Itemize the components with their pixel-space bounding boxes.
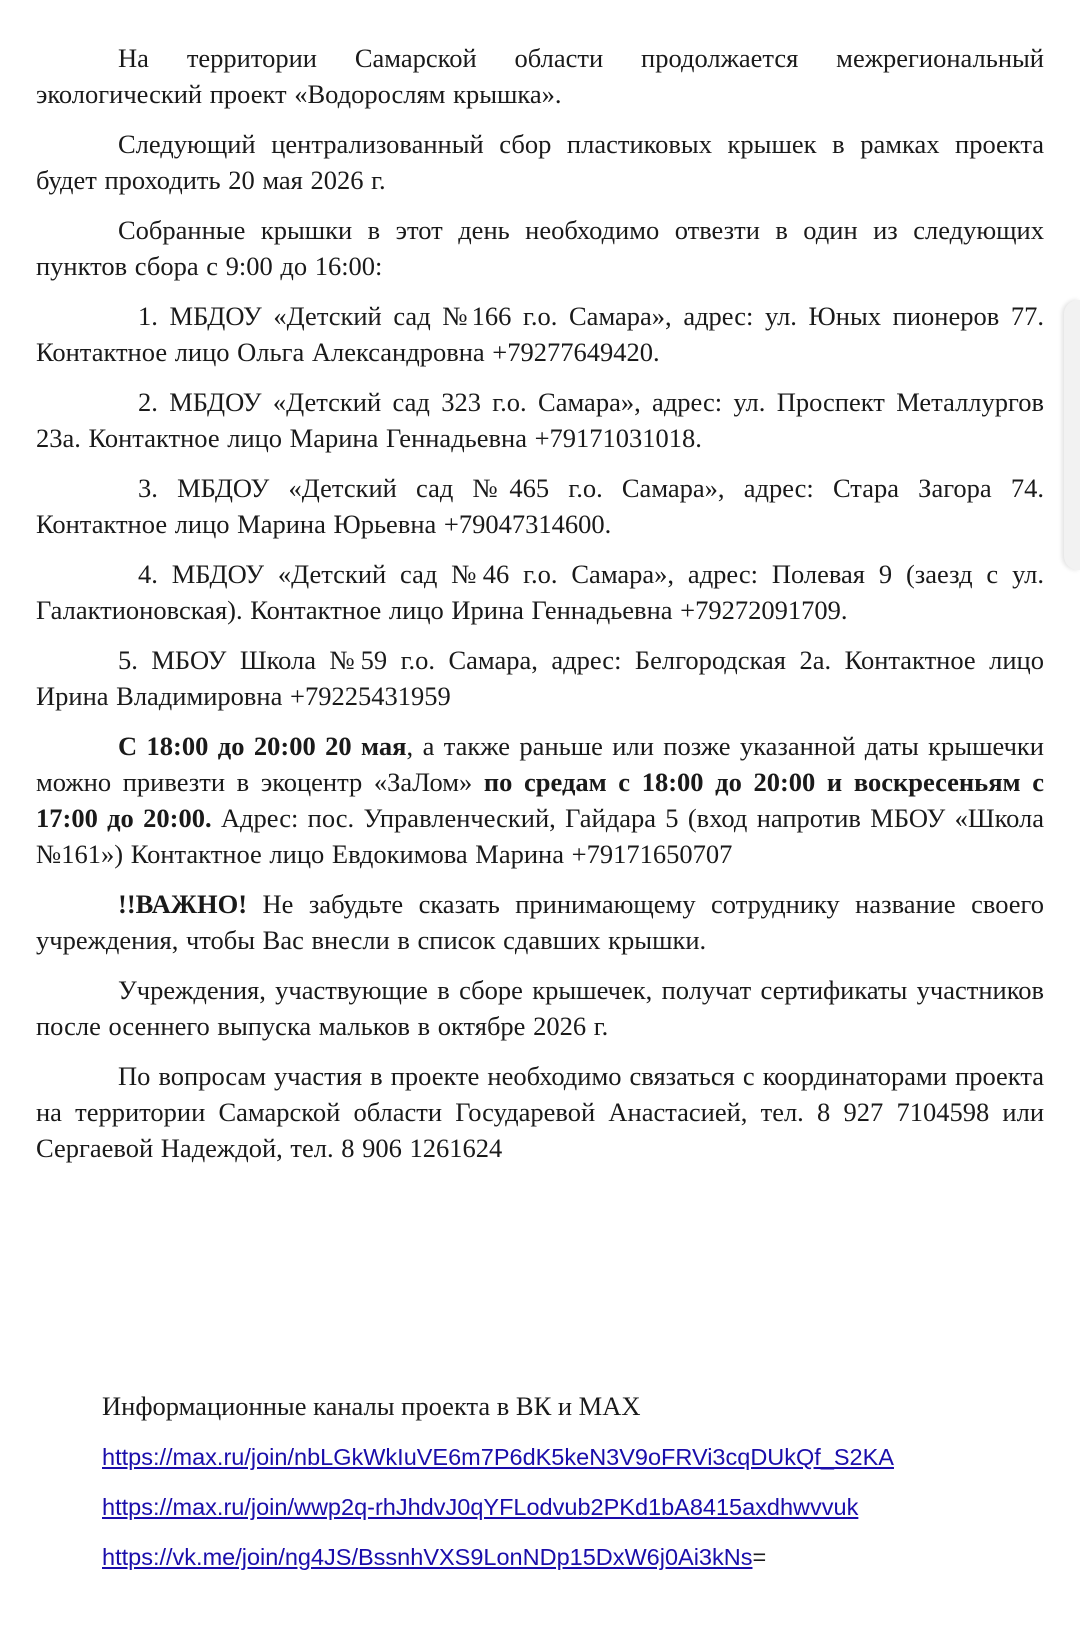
link-row-max-1 bbox=[102, 1440, 1042, 1474]
collection-date-paragraph: Следующий централизованный сбор пластиковых крышек в рамках проекта будет проходить 20 мая 2026 г. bbox=[36, 129, 1044, 195]
side-scroll-handle[interactable] bbox=[1064, 300, 1080, 570]
info-channels-section bbox=[102, 1388, 1042, 1590]
important-paragraph bbox=[36, 886, 1044, 958]
important-label: !!ВАЖНО! bbox=[118, 889, 248, 919]
link-row-max-2 bbox=[102, 1490, 1042, 1524]
info-channels-title: Информационные каналы проекта в ВК и МАХ bbox=[102, 1391, 641, 1421]
vk-channel-link[interactable]: https://vk.me/join/ng4JS/BssnhVXS9LonNDp15DxW6j0Ai3kNs bbox=[102, 1544, 753, 1570]
ecocenter-text-1: , а также раньше или позже указанной даты крышечки можно привезти в экоцентр «ЗаЛом» bbox=[36, 731, 1044, 797]
important-text: Не забудьте сказать принимающему сотруднику название своего учреждения, чтобы Вас внесли в список сдавших крышки. bbox=[36, 889, 1044, 955]
ecocenter-schedule-bold: по средам с 18:00 до 20:00 и воскресеньям с 17:00 до 20:00. bbox=[36, 767, 1044, 833]
collection-point-4: 4. МБДОУ «Детский сад №46 г.о. Самара», адрес: Полевая 9 (заезд с ул. Галактионовская). Контактное лицо Ирина Геннадьевна +79272091709. bbox=[36, 559, 1044, 625]
ecocenter-text-2: Адрес: пос. Управленческий, Гайдара 5 (вход напротив МБОУ «Школа №161») Контактное лицо Евдокимова Марина +79171650707 bbox=[36, 803, 1044, 869]
intro-paragraph: На территории Самарской области продолжается межрегиональный экологический проект «Водорослям крышка». bbox=[36, 43, 1044, 109]
collection-point-5: 5. МБОУ Школа №59 г.о. Самара, адрес: Белгородская 2а. Контактное лицо Ирина Владимировна +79225431959 bbox=[36, 645, 1044, 711]
collection-point-3: 3. МБДОУ «Детский сад №465 г.о. Самара», адрес: Стара Загора 74. Контактное лицо Марина Юрьевна +79047314600. bbox=[36, 473, 1044, 539]
ecocenter-time-bold: С 18:00 до 20:00 20 мая bbox=[118, 731, 407, 761]
collection-points-intro: Собранные крышки в этот день необходимо отвезти в один из следующих пунктов сбора с 9:00 до 16:00: bbox=[36, 215, 1044, 281]
ecocenter-paragraph bbox=[36, 728, 1044, 872]
collection-point-1: 1. МБДОУ «Детский сад №166 г.о. Самара», адрес: ул. Юных пионеров 77. Контактное лицо Ольга Александровна +79277649420. bbox=[36, 301, 1044, 367]
link-suffix: = bbox=[752, 1544, 767, 1570]
link-row-vk bbox=[102, 1540, 1042, 1574]
max-channel-link-2[interactable]: https://max.ru/join/wwp2q-rhJhdvJ0qYFLodvub2PKd1bA8415axdhwvvuk bbox=[102, 1494, 859, 1520]
collection-point-2: 2. МБДОУ «Детский сад 323 г.о. Самара», адрес: ул. Проспект Металлургов 23а. Контактное лицо Марина Геннадьевна +79171031018. bbox=[36, 387, 1044, 453]
contacts-paragraph: По вопросам участия в проекте необходимо связаться с координаторами проекта на территории Самарской области Государевой Анастасией, тел. 8 927 7104598 или Сергаевой Надеждой, тел. 8 906 1261624 bbox=[36, 1061, 1044, 1163]
document-body bbox=[36, 40, 1044, 1166]
max-channel-link-1[interactable]: https://max.ru/join/nbLGkWkIuVE6m7P6dK5keN3V9oFRVi3cqDUkQf_S2KA bbox=[102, 1444, 894, 1470]
certificates-paragraph: Учреждения, участвующие в сборе крышечек, получат сертификаты участников после осеннего выпуска мальков в октябре 2026 г. bbox=[36, 975, 1044, 1041]
